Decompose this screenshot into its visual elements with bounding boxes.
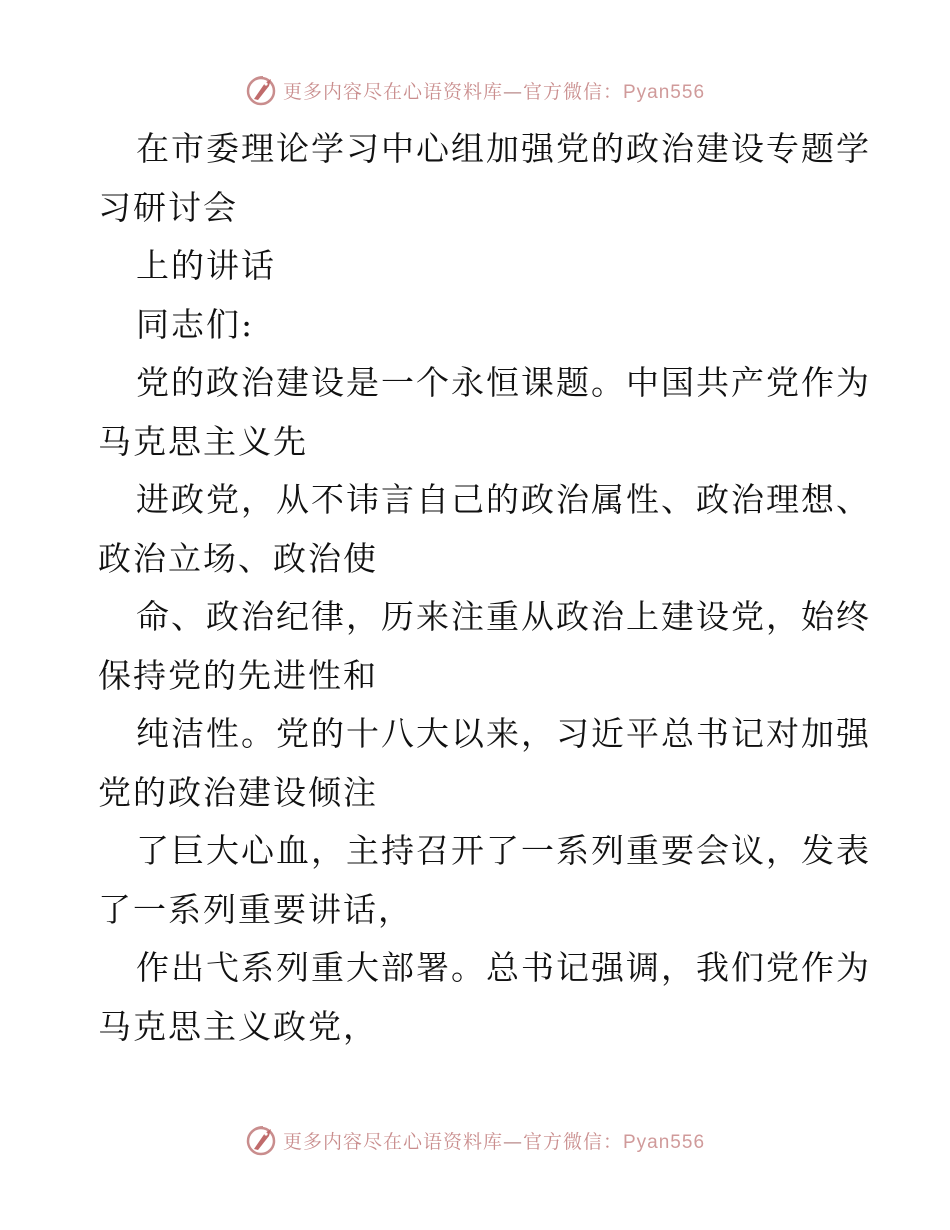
paragraph-line: 党的政治建设是一个永恒课题。中国共产党作为 <box>136 363 871 402</box>
watermark-official: 官方微信： <box>522 1130 623 1153</box>
pen-nib-circle-icon <box>245 1123 279 1157</box>
paragraph-line: 了巨大心血，主持召开了一系列重要会议，发表 <box>136 831 871 870</box>
paragraph-line: 了一系列重要讲话， <box>98 889 413 929</box>
paragraph-line: 政治立场、政治使 <box>98 538 378 578</box>
watermark-dash: — <box>502 80 523 103</box>
paragraph-line: 纯洁性。党的十八大以来，习近平总书记对加强 <box>136 714 871 753</box>
document-body <box>98 120 871 1056</box>
watermark-official: 官方微信： <box>522 80 623 103</box>
title-line-3: 上的讲话 <box>136 246 276 285</box>
paragraph-line: 命、政治纪律，历来注重从政治上建设党，始终 <box>136 597 871 636</box>
watermark-text <box>283 77 705 104</box>
paragraph-line: 党的政治建设倾注 <box>98 772 378 812</box>
paragraph-line: 作出弋系列重大部署。总书记强调，我们党作为 <box>136 948 871 987</box>
pen-nib-circle-icon <box>245 73 279 107</box>
paragraph-line: 进政党，从不讳言自己的政治属性、政治理想、 <box>136 480 871 519</box>
watermark-dash: — <box>502 1130 523 1153</box>
watermark-wechat-id: Pyan556 <box>623 81 706 103</box>
title-line-2: 习研讨会 <box>98 187 238 227</box>
watermark-brand: 更多内容尽在心语资料库 <box>282 80 503 103</box>
watermark-text <box>283 1127 705 1154</box>
watermark-brand: 更多内容尽在心语资料库 <box>282 1130 503 1153</box>
watermark-wechat-id: Pyan556 <box>623 1131 706 1153</box>
paragraph-line: 马克思主义先 <box>98 421 308 461</box>
paragraph-line: 马克思主义政党， <box>98 1006 378 1046</box>
title-line-1: 在市委理论学习中心组加强党的政治建设专题学 <box>136 129 871 168</box>
footer-watermark <box>0 1120 950 1160</box>
header-watermark <box>0 70 950 110</box>
salutation: 同志们: <box>136 304 255 344</box>
paragraph-line: 保持党的先进性和 <box>98 655 378 695</box>
